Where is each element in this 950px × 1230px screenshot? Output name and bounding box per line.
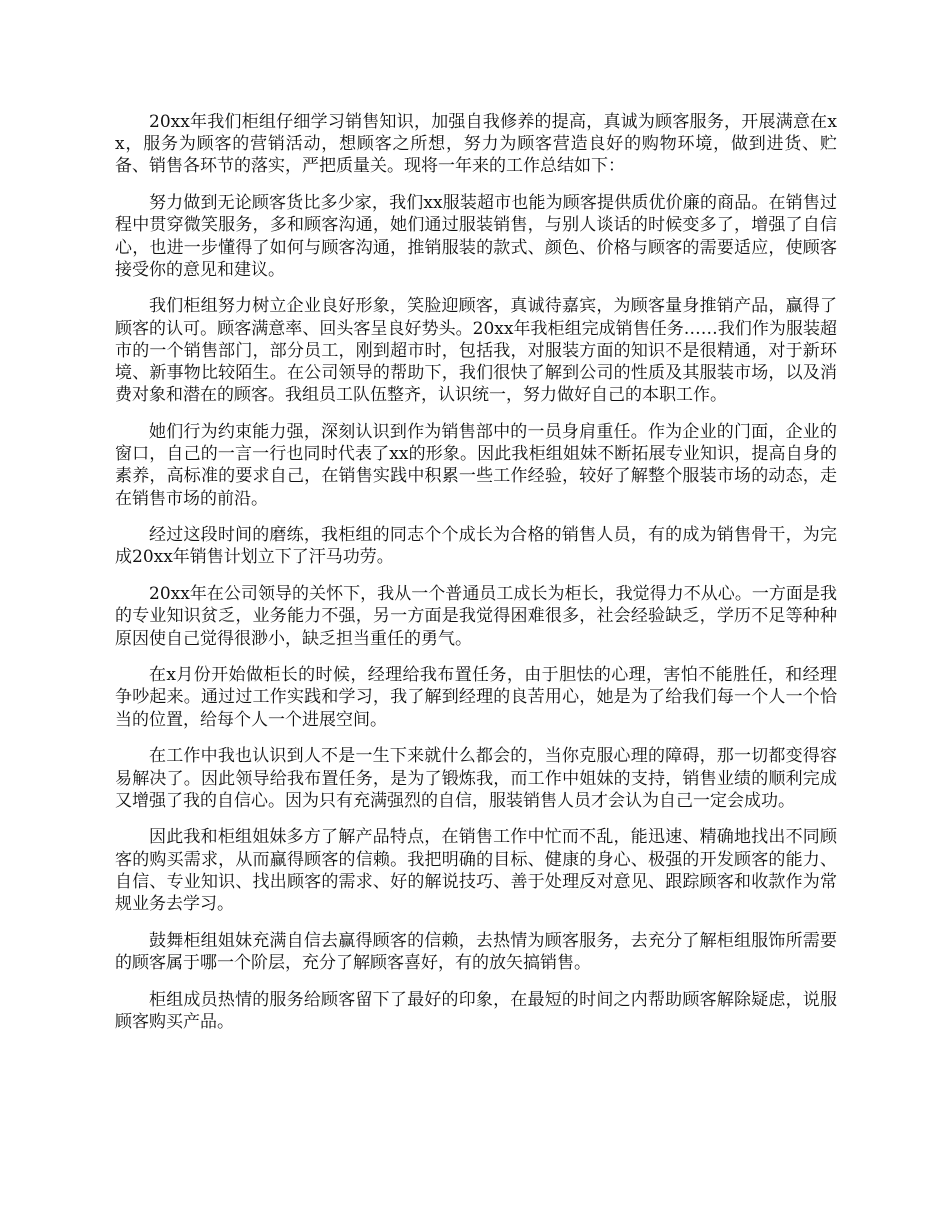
paragraph-9: 因此我和柜组姐妹多方了解产品特点，在销售工作中忙而不乱，能迅速、精确地找出不同顾客的购买需求，从而赢得顾客的信赖。我把明确的目标、健康的身心、极强的开发顾客的能力、自信、专业知识、找出顾客的需求、好的解说技巧、善于处理反对意见、跟踪顾客和收款作为常规业务去学习。 bbox=[115, 827, 837, 915]
paragraph-3: 我们柜组努力树立企业良好形象，笑脸迎顾客，真诚待嘉宾，为顾客量身推销产品，赢得了顾客的认可。顾客满意率、回头客呈良好势头。20xx年我柜组完成销售任务……我们作为服装超市的一个销售部门，部分员工，刚到超市时，包括我，对服装方面的知识不是很精通，对于新环境、新事物比较陌生。在公司领导的帮助下，我们很快了解到公司的性质及其服装市场，以及消费对象和潜在的顾客。我组员工队伍整齐，认识统一，努力做好自己的本职工作。 bbox=[115, 296, 837, 406]
paragraph-10: 鼓舞柜组姐妹充满自信去赢得顾客的信赖，去热情为顾客服务，去充分了解柜组服饰所需要的顾客属于哪一个阶层，充分了解顾客喜好，有的放矢搞销售。 bbox=[115, 930, 837, 973]
paragraph-1: 20xx年我们柜组仔细学习销售知识，加强自我修养的提高，真诚为顾客服务，开展满意在xx，服务为顾客的营销活动，想顾客之所想，努力为顾客营造良好的购物环境，做到进货、贮备、销售各环节的落实，严把质量关。现将一年来的工作总结如下： bbox=[115, 112, 837, 177]
paragraph-5: 经过这段时间的磨练，我柜组的同志个个成长为合格的销售人员，有的成为销售骨干，为完成20xx年销售计划立下了汗马功劳。 bbox=[115, 525, 837, 568]
paragraph-11: 柜组成员热情的服务给顾客留下了最好的印象，在最短的时间之内帮助顾客解除疑虑，说服顾客购买产品。 bbox=[115, 989, 837, 1032]
paragraph-6: 20xx年在公司领导的关怀下，我从一个普通员工成长为柜长，我觉得力不从心。一方面是我的专业知识贫乏，业务能力不强，另一方面是我觉得困难很多，社会经验缺乏，学历不足等种种原因使自己觉得很渺小，缺乏担当重任的勇气。 bbox=[115, 584, 837, 649]
paragraph-8: 在工作中我也认识到人不是一生下来就什么都会的，当你克服心理的障碍，那一切都变得容易解决了。因此领导给我布置任务，是为了锻炼我，而工作中姐妹的支持，销售业绩的顺利完成又增强了我的自信心。因为只有充满强烈的自信，服装销售人员才会认为自己一定会成功。 bbox=[115, 746, 837, 811]
paragraph-4: 她们行为约束能力强，深刻认识到作为销售部中的一员身肩重任。作为企业的门面，企业的窗口，自己的一言一行也同时代表了xx的形象。因此我柜组姐妹不断拓展专业知识，提高自身的素养，高标准的要求自己，在销售实践中积累一些工作经验，较好了解整个服装市场的动态，走在销售市场的前沿。 bbox=[115, 421, 837, 509]
paragraph-2: 努力做到无论顾客货比多少家，我们xx服装超市也能为顾客提供质优价廉的商品。在销售过程中贯穿微笑服务，多和顾客沟通，她们通过服装销售，与别人谈话的时候变多了，增强了自信心，也进一步懂得了如何与顾客沟通，推销服装的款式、颜色、价格与顾客的需要适应，使顾客接受你的意见和建议。 bbox=[115, 193, 837, 280]
paragraph-7: 在x月份开始做柜长的时候，经理给我布置任务，由于胆怯的心理，害怕不能胜任，和经理争吵起来。通过过工作实践和学习，我了解到经理的良苦用心，她是为了给我们每一个人一个恰当的位置，给每个人一个进展空间。 bbox=[115, 665, 837, 730]
document-body bbox=[115, 111, 837, 1048]
